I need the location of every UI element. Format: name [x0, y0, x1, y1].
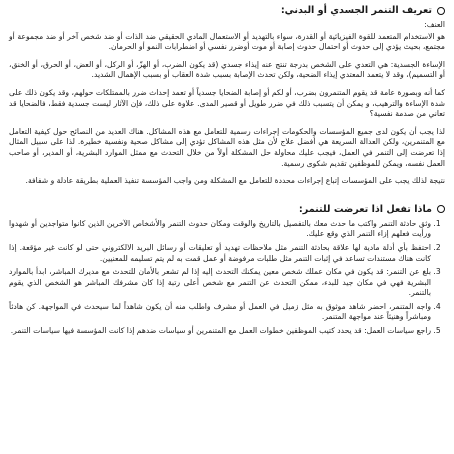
institution-paragraph: نتيجة لذلك يجب على المؤسسات إتباع إجراءات محددة للتعامل مع المشكلة ومن واجب المؤسسة تنفيذ العملية بطريقة عادلة و شفافة. — [25, 176, 445, 186]
section-definition-heading — [9, 4, 445, 17]
violence-label: العنف: — [424, 20, 445, 29]
list-item: 2. احتفظ بأي أدلة مادية لها علاقة بحادثة التنمر مثل ملاحظات تهديد أو تعليقات أو رسائل البريد الالكتروني حتى لو كانت غير مؤقعة. إذا كانت هناك مستندات تساعد في إثبات التنمر مثل طلبات مرفوضة أو عمل قمت به لم يتم تسليمه للمعنيين. — [9, 243, 431, 264]
effects-paragraph: كما أنه وبصورة عامة قد يقوم المتنمرون بضرب، أو لكم أو إصابة الضحايا جسدياً أو تعمد إحداث ضرر بالممتلكات حولهم، وقد يكون ذلك على شدة الإساءة والترهيب، و يمكن أن يتسبب ذلك في ضرر طويل أو قصير المدى. علاوة على ذلك، فإن الآثار ليست جسدية فقط، فالضحايا قد تعاني من صدمة نفسية؟ — [9, 87, 445, 119]
circle-bullet-icon — [437, 205, 445, 213]
list-item: 3. بلغ عن التنمر: قد يكون في مكان عملك شخص معين يمكنك التحدث إليه إذا لم تشعر بالأمان للتحدث مع مديرك المباشر، ابدأ بالموارد البشرية فهي في مكان جيد للبدء، ممكن التحدث عن التنمر مع شخص أعلى رتبة إذا كان مشرفك المباشر هو الشخص الذي يقوم بالتنمر. — [9, 267, 431, 299]
actions-list — [9, 219, 445, 337]
section-definition-title: تعريف التنمر الجسدي أو البدني: — [280, 5, 432, 16]
circle-bullet-icon — [437, 7, 445, 15]
violence-paragraph: هو الاستخدام المتعمد للقوة الفيزيائية أو القدرة، سواء بالتهديد أو الاستعمال المادي الحقيقي ضد الذات أو ضد شخص آخر أو ضد مجموعة أو مجتمع، بحيث يؤدي إلى حدوث أو احتمال حدوث إصابة أو موت أوضرر نفسي أو اضطرابات النمو أو الحرمان. — [9, 31, 445, 52]
physical-abuse-paragraph: الإساءة الجسدية: هي التعدي على الشخص بدرجة تنتج عنه إيذاء جسدي (قد يكون الضرب، أو الهزّ، أو الركل، أو العض، أو الحرق، أو الخنق، أو التسميم)، وقد لا يتعمد المعتدي إيذاء الضحية، ولكن تحدث الإصابة بسبب شدة العقاب أو بسبب الإهمال الشديد. — [9, 59, 445, 80]
section-actions-title: ماذا تفعل اذا تعرضت للتنمر: — [298, 203, 432, 215]
list-item: 4. واجه المتنمر، احضر شاهد موثوق به مثل زميل في العمل أو مشرف واطلب منه أن يكون شاهداً لما سيحدث في المواجهة. كن هادئاً ومباشراً وهنيئاً عند مواجهة المتنمر. — [9, 302, 431, 323]
section-actions-heading — [9, 203, 445, 216]
list-item: 1. وثق حادثة التنمر واكتب ما حدث معك بالتفصيل بالتاريخ والوقت ومكان حدوث التنمر والأشخاص الآخرين الذين كانوا متواجدين أو شهدوا ورأيت فعلهم إزاء التنمر الذي وقع عليك. — [9, 219, 431, 240]
procedures-paragraph: لذا يجب أن يكون لدى جميع المؤسسات والحكومات إجراءات رسمية للتعامل مع هذه المشاكل. هناك العديد من النصائح حول كيفية التعامل مع المتنمرين، ولكن العدالة السريعة هي أفضل علاج لأن مثل هذه المشاكل تؤدي إلى مشاكل صحية ونفسية خطيرة. لذا على سبيل المثال إذا تعرضت إلى التنمر في العمل، فيجب عليك محاولة حل المشكلة أولاً من خلال التحدث مع ممثل الموارد البشرية، أو المدير، أو صاحب العمل نفسه، ويمكن للموظفين تقديم شكوى رسمية. — [9, 126, 445, 168]
list-item: 5. راجع سياسات العمل: قد يحدد كتيب الموظفين خطوات العمل مع المتنمرين أو سياسات ضدهم إذا كانت المؤسسة فيها سياسات التنمر. — [9, 326, 431, 337]
